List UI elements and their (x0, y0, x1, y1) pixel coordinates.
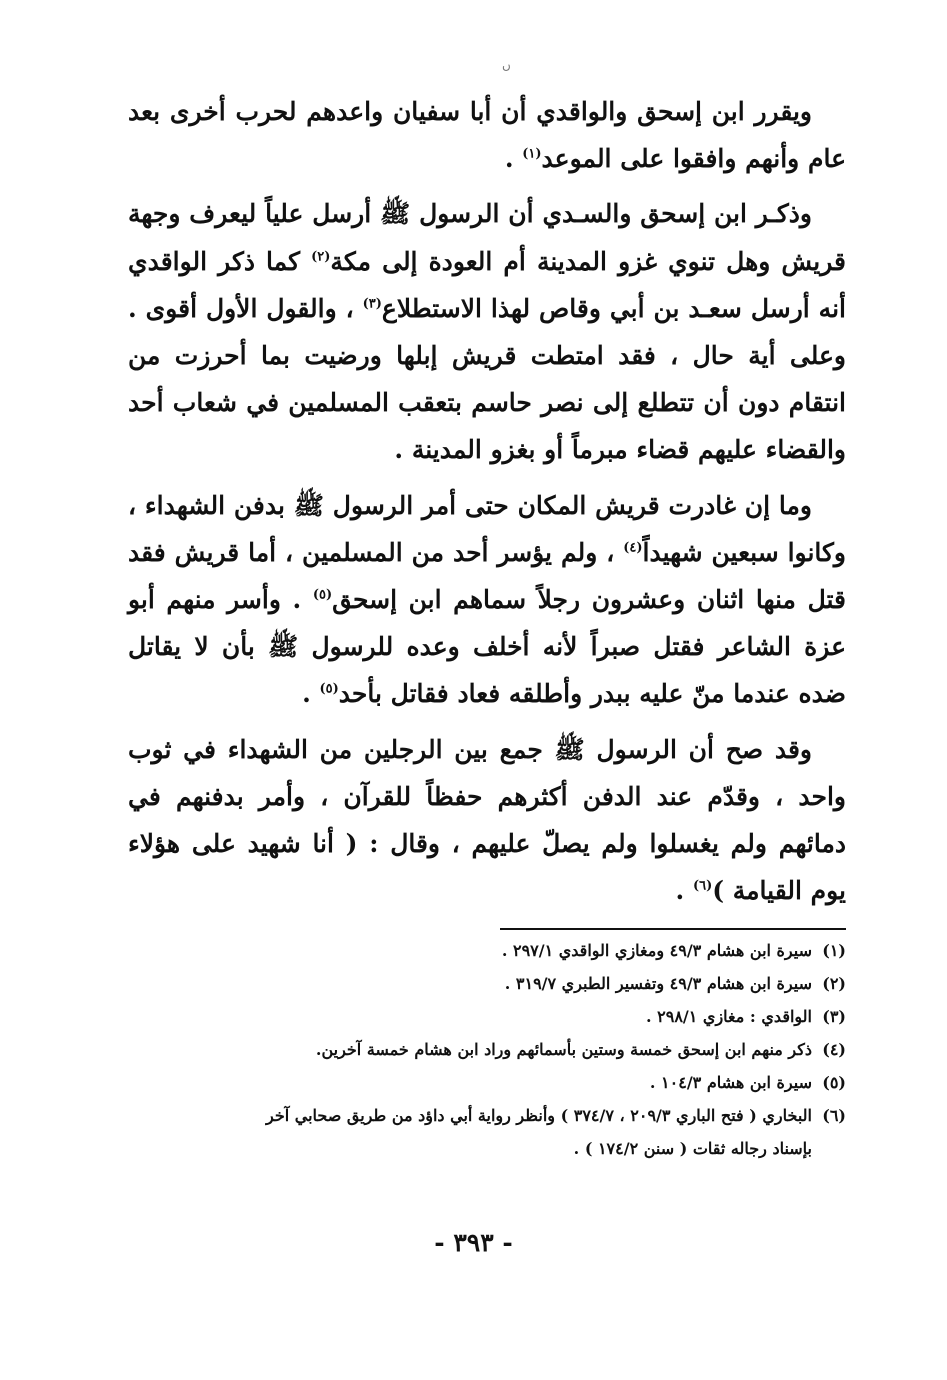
text-line-tail: . وأسر منهم أبو عزة الشاعر (128, 585, 846, 662)
footnote (128, 1099, 846, 1165)
footnote-text (128, 1099, 812, 1165)
footnote (128, 1066, 846, 1099)
text-line: ويقرر ابن إسحق والواقدي أن أبا سفيان واعدهم لحرب أخرى بعد عام (128, 97, 846, 174)
paragraph (128, 190, 846, 473)
footnote-number: (١) (822, 941, 846, 960)
footnote-ref: (٢) (311, 249, 331, 265)
footnote-text: الواقدي : مغازي ٢٩٨/١ . (646, 1007, 812, 1026)
footnote (128, 967, 846, 1000)
text-line: وما إن غادرت قريش المكان حتى أمر الرسول ﷺ بدفن الشهداء ، (128, 490, 812, 520)
text-line-tail: . (675, 876, 693, 906)
text-line: ببدر وأطلقه فعاد فقاتل بأحد (338, 679, 631, 709)
footnote-text: سيرة ابن هشام ٤٩/٣ ومغازي الواقدي ٢٩٧/١ . (501, 941, 812, 960)
footnote-ref: (١) (522, 146, 542, 162)
footnote-ref: (٤) (623, 540, 643, 556)
main-text (128, 88, 846, 922)
footnote-number: (٢) (822, 974, 846, 993)
footnotes (128, 934, 846, 1165)
footnote-number: (٤) (822, 1040, 846, 1059)
text-line: وقدّم عند الدفن أكثرهم حفظاً للقرآن ، وأمر بدفنهم في دمائهم ولم يغسلوا (128, 781, 846, 859)
text-line-tail: كما ذكر الواقدي أنه أرسل (128, 246, 846, 323)
text-line: منها اثنان وعشرون رجلاً سماهم ابن إسحق (332, 585, 796, 615)
footnote-line: بإسناد رجاله ثقات ( سنن ١٧٤/٢ ) . (573, 1139, 812, 1158)
text-line: إلى نصر حاسم بتعقب المسلمين في شعاب أحد والقضاء عليهم قضاء مبرماً (128, 388, 846, 465)
text-line-tail: ، والقول الأول أقوى . وعلى أية (128, 293, 846, 371)
text-line-tail: . (504, 144, 523, 174)
text-line-tail: ، ولم يؤسر أحد من المسلمين ، أما قريش فقد قتل (128, 537, 846, 615)
header-mark: ﮞ (502, 58, 511, 72)
footnote (128, 934, 846, 967)
footnote-number: (٣) (822, 1007, 846, 1026)
text-line: سعـد بن أبي وقاص لهذا الاستطلاع (381, 293, 742, 323)
footnote (128, 1000, 846, 1033)
text-line: وكانوا سبعين شهيداً (642, 537, 846, 567)
footnote-line: البخاري ( فتح الباري ٢٠٩/٣ ، ٣٧٤/٧ ) وأنظر رواية أبي داؤد من طريق صحابي آخر (266, 1106, 812, 1125)
footnote-number: (٦) (822, 1106, 846, 1125)
text-line: قريش وهل تنوي غزو المدينة أم العودة إلى مكة (330, 246, 847, 276)
paragraph (128, 726, 846, 915)
footnote-number: (٥) (822, 1073, 846, 1092)
footnote-text: سيرة ابن هشام ٤٩/٣ وتفسير الطبري ٣١٩/٧ . (504, 974, 812, 993)
text-line: وأنهم وافقوا على الموعد (541, 144, 800, 174)
text-line: وذكـر ابن إسحق والسـدي أن الرسول ﷺ أرسل علياً ليعرف وجهة (128, 199, 812, 229)
text-line-tail: . (302, 679, 320, 709)
footnote-separator (500, 928, 846, 930)
footnote-ref: (٣) (362, 296, 382, 312)
page-number: - ٣٩٣ - (434, 1228, 513, 1257)
text-line: وقد صح أن الرسول ﷺ جمع بين الرجلين من الشهداء في ثوب واحد ، (128, 734, 846, 811)
footnote-ref: (٥) (319, 682, 339, 698)
text-line: ولم يصلّ عليهم ، وقال : ( أنا شهيد على هؤلاء يوم القيامة ) (128, 829, 846, 906)
footnote-text: ذكر منهم ابن إسحق خمسة وستين بأسمائهم وراد ابن هشام خمسة آخرين. (315, 1040, 812, 1059)
footnote-ref: (٥) (312, 587, 333, 603)
paragraph (128, 88, 846, 182)
text-line: حال ، فقد امتطت قريش إبلها ورضيت بما أحرزت من انتقام دون أن تتطلع (128, 341, 846, 418)
footnote-ref: (٦) (692, 878, 713, 894)
text-line: أو بغزو المدينة . (394, 435, 564, 465)
text-line: فقتل صبراً لأنه أخلف وعده للرسول ﷺ بأن لا يقاتل ضده عندما منّ عليه (128, 632, 846, 709)
footnote (128, 1033, 846, 1066)
paragraph (128, 482, 846, 718)
footnote-text: سيرة ابن هشام ١٠٤/٣ . (649, 1073, 812, 1092)
